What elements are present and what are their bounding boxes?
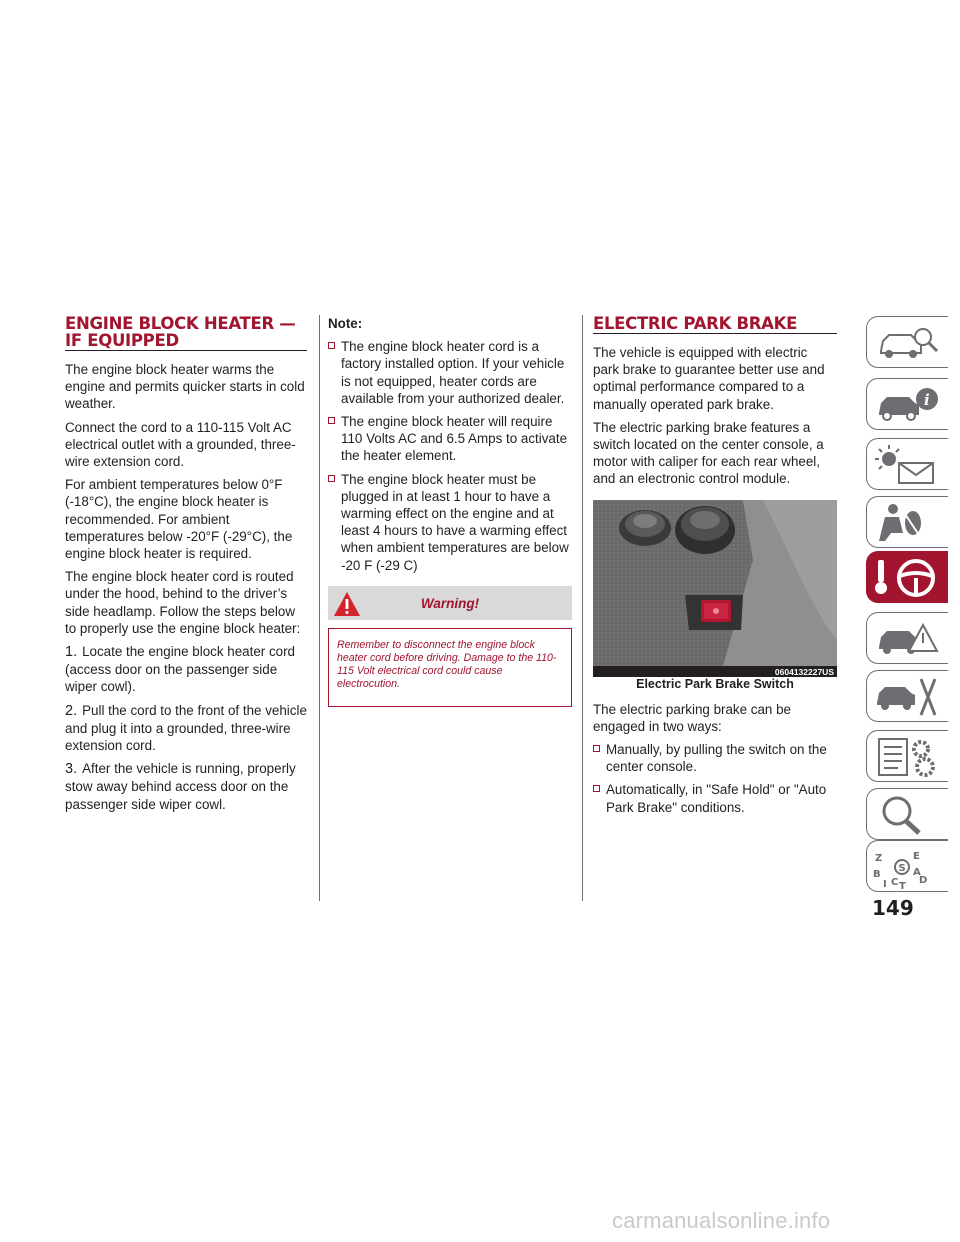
page-number: 149: [872, 896, 914, 920]
checkbox-bullet-icon: [328, 342, 335, 349]
figure-caption: Electric Park Brake Switch: [636, 676, 794, 691]
note-section: [328, 315, 572, 707]
warning-title: Warning!: [420, 595, 480, 611]
magnifier-icon: [873, 793, 943, 837]
step-3: 3. After the vehicle is running, properly stow away behind access door on the passenger side wiper cowl.: [65, 761, 296, 812]
park-brake-bullet: Automatically, in "Safe Hold" or "Auto Park Brake" conditions.: [593, 781, 837, 815]
checkbox-bullet-icon: [593, 745, 600, 752]
paragraph: For ambient temperatures below 0°F (-18°C), the engine block heater is recommended. For ambient temperatures below -20°F (-29°C), the engine block heater is required.: [65, 477, 293, 562]
svg-text:I: I: [883, 879, 887, 889]
warning-text: Remember to disconnect the engine block heater cord before driving. Damage to the 110-115 Volt electrical cord could cause electrocution.: [328, 628, 572, 707]
checkbox-bullet-icon: [593, 785, 600, 792]
column-divider: [319, 315, 320, 901]
tab-technical-specifications[interactable]: [866, 730, 948, 782]
car-info-icon: [873, 383, 943, 427]
svg-text:B: B: [873, 869, 881, 880]
paragraph: The electric parking brake can be engaged in two ways:: [593, 701, 791, 734]
watermark: carmanualsonline.info: [612, 1208, 831, 1233]
car-tools-icon: [873, 675, 943, 719]
paragraph: The engine block heater warms the engine and permits quicker starts in cold weather.: [65, 362, 305, 412]
paragraph: The vehicle is equipped with electric park brake to guarantee better use and optimal performance compared to a manually operated park brake.: [593, 345, 825, 412]
warning-lights-icon: [873, 443, 943, 487]
checkbox-bullet-icon: [328, 475, 335, 482]
electric-park-brake-heading: ELECTRIC PARK BRAKE: [593, 315, 837, 334]
figure-code: 0604132227US: [593, 666, 837, 677]
svg-text:A: A: [913, 867, 921, 878]
paragraph: The engine block heater cord is routed under the hood, behind to the driver’s side headlamp. Follow the steps below to properly use the engine block heater:: [65, 569, 301, 636]
tab-in-case-of-emergency[interactable]: [866, 612, 948, 664]
svg-text:T: T: [899, 881, 906, 889]
tab-safety[interactable]: [866, 496, 948, 548]
tab-warning-lights-and-messages[interactable]: [866, 438, 948, 490]
svg-text:S: S: [898, 863, 906, 874]
tab-servicing-and-maintenance[interactable]: [866, 670, 948, 722]
svg-text:i: i: [924, 391, 930, 409]
svg-text:E: E: [913, 851, 920, 862]
step-2: 2. Pull the cord to the front of the vehicle and plug it into a grounded, three-wire extension cord.: [65, 702, 307, 754]
car-search-icon: [873, 321, 943, 365]
center-console-illustration: [593, 500, 837, 666]
tab-starting-and-operating[interactable]: [866, 551, 948, 603]
park-brake-switch-photo: [593, 500, 837, 666]
note-bullet: The engine block heater cord is a factory installed option. If your vehicle is not equipped, heater cords are available from your authorized dealer.: [328, 338, 572, 407]
car-breakdown-icon: [873, 617, 943, 661]
airbag-seat-icon: [873, 501, 943, 545]
note-bullet: The engine block heater must be plugged in at least 1 hour to have a warming effect on the engine and at least 4 hours to have a warming effect when ambient temperatures are below -20 F (-29 C): [328, 471, 572, 574]
svg-text:D: D: [919, 875, 928, 886]
paragraph: The electric parking brake features a switch located on the center console, a motor with caliper for each rear wheel, and an electronic control module.: [593, 419, 824, 487]
tab-getting-to-know-your-vehicle[interactable]: [866, 316, 948, 368]
warning-header: [328, 586, 572, 620]
checkbox-bullet-icon: [328, 417, 335, 424]
svg-text:C: C: [891, 877, 899, 888]
engine-block-heater-section: [65, 315, 307, 819]
note-title: Note:: [328, 316, 363, 331]
tab-multimedia[interactable]: [866, 788, 948, 840]
note-bullet: The engine block heater will require 110 Volts AC and 6.5 Amps to activate the heater element.: [328, 413, 572, 465]
column-divider: [582, 315, 583, 901]
svg-text:Z: Z: [875, 853, 883, 864]
park-brake-bullet: Manually, by pulling the switch on the center console.: [593, 741, 837, 775]
step-1: 1. Locate the engine block heater cord (access door on the passenger side wiper cowl).: [65, 644, 296, 695]
specifications-gears-icon: [873, 735, 943, 779]
electric-park-brake-section: [593, 315, 837, 822]
paragraph: Connect the cord to a 110-115 Volt AC electrical outlet with a grounded, three-wire extension cord.: [65, 419, 296, 470]
engine-block-heater-heading: ENGINE BLOCK HEATER — IF EQUIPPED: [65, 315, 307, 351]
alphabetical-index-icon: [873, 845, 943, 889]
key-steering-wheel-icon: [873, 556, 943, 600]
tab-getting-to-know-your-instrument-panel[interactable]: [866, 378, 948, 430]
tab-index[interactable]: [866, 840, 948, 892]
